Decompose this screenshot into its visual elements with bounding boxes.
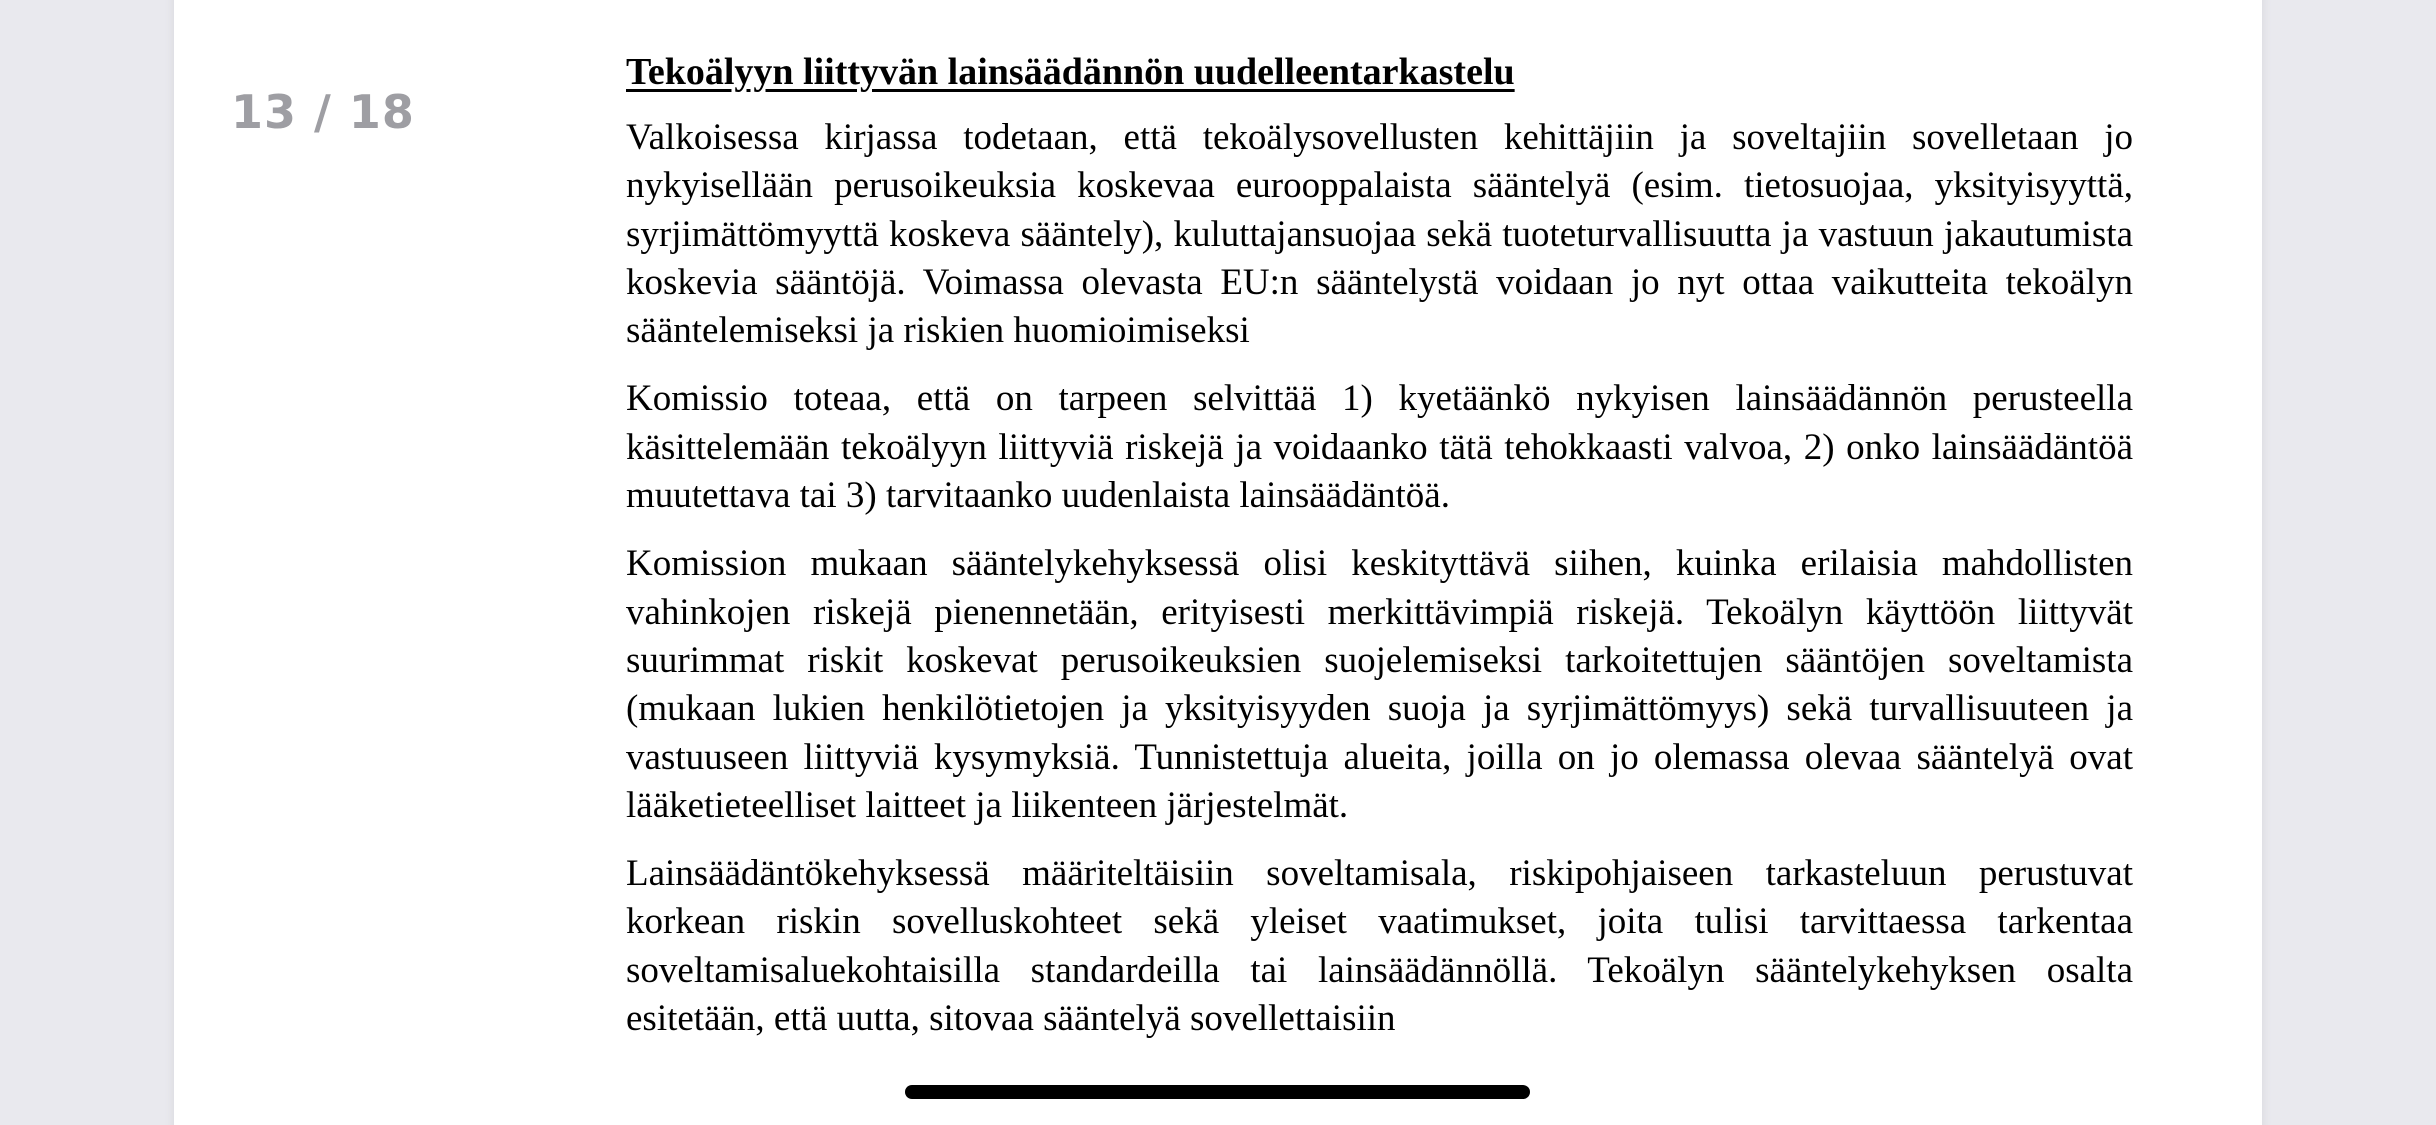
- paragraph: Komission mukaan sääntelykehyksessä olisi keskityttävä siihen, kuinka erilaisia mahdollisten vahinkojen riskejä pienennetään, erityisesti merkittävimpiä riskejä. Tekoälyn käyttöön liittyvät suurimmat riskit koskevat perusoikeuksien suojelemiseksi tarkoitettujen sääntöjen soveltamista (mukaan lukien henkilötietojen ja yksityisyyden suoja ja syrjimättömyys) sekä turvallisuuteen ja vastuuseen liittyviä kysymyksiä. Tunnistettuja alueita, joilla on jo olemassa olevaa sääntelyä ovat lääketieteelliset laitteet ja liikenteen järjestelmät.: [626, 543, 2133, 826]
- page-content: [626, 44, 2133, 1063]
- paragraph: Valkoisessa kirjassa todetaan, että tekoälysovellusten kehittäjiin ja soveltajiin sovelletaan jo nykyisellään perusoikeuksia koskevaa eurooppalaista sääntelyä (esim. tietosuojaa, yksityisyyttä, syrjimättömyyttä koskeva sääntely), kuluttajansuojaa sekä tuoteturvallisuutta ja vastuun jakautumista koskevia sääntöjä. Voimassa olevasta EU:n sääntelystä voidaan jo nyt ottaa vaikutteita tekoälyn sääntelemiseksi ja riskien huomioimiseksi: [626, 117, 2133, 352]
- home-indicator[interactable]: [905, 1085, 1530, 1099]
- paragraph: Komissio toteaa, että on tarpeen selvittää 1) kyetäänkö nykyisen lainsäädännön perusteella käsittelemään tekoälyyn liittyviä riskejä ja voidaanko tätä tehokkaasti valvoa, 2) onko lainsäädäntöä muutettava tai 3) tarvitaanko uudenlaista lainsäädäntöä.: [626, 378, 2133, 517]
- page-indicator: 13 / 18: [231, 85, 415, 139]
- paragraph: Lainsäädäntökehyksessä määriteltäisiin soveltamisala, riskipohjaiseen tarkasteluun perustuvat korkean riskin sovelluskohteet sekä yleiset vaatimukset, joita tulisi tarvittaessa tarkentaa soveltamisaluekohtaisilla standardeilla tai lainsäädännöllä. Tekoälyn sääntelykehyksen osalta esitetään, että uutta, sitovaa sääntelyä sovellettaisiin: [626, 853, 2133, 1040]
- section-heading: Tekoälyyn liittyvän lainsäädännön uudelleentarkastelu: [626, 51, 1515, 93]
